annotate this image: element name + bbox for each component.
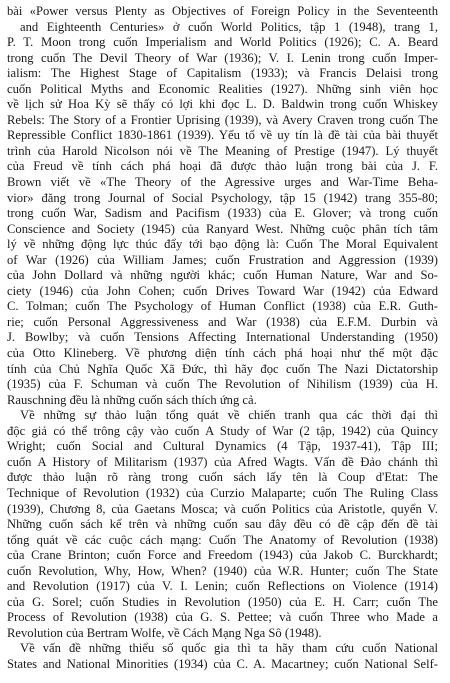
text-line: được thảo luận rõ ràng trong cuốn sách lấy tên là Coup d'Etat: The	[7, 470, 438, 485]
text-line: Technique of Revolution (1932) của Curzio Malaparte; cuốn The Ruling Class	[7, 485, 438, 500]
text-line: rie; cuốn Personal Aggressiveness and War (1938) của E.F.M. Durbin và	[7, 314, 438, 329]
text-line: Những cuốn sách kể trên và những cuốn sau đây đều có đề cập đến đề tài	[7, 517, 438, 532]
text-line: and Eighteenth Centuries» ở cuốn World Politics, tập 1 (1948), trang 1,	[20, 19, 438, 34]
text-line: cuốn Revolution, Why, How, When? (1940) của W.R. Hunter; cuốn The State	[7, 563, 438, 578]
text-line: trong cuốn The Devil Theory of War (1936); V. I. Lenin trong cuốn Imper-	[7, 50, 438, 65]
text-line: của G. Sorel; cuốn Studies in Revolution (1950) của E. H. Carr; cuốn The	[7, 594, 438, 609]
text-line: Repressible Conflict 1830-1861 (1939). Yếu tố về uy tín là đề tài của bài thuyết	[7, 128, 438, 143]
text-line: States and National Minorities (1934) của C. A. Macartney; cuốn National Self-	[7, 656, 438, 671]
text-line: Conscience and Society (1945) của Ranyard West. Những cuộc phân tích tâm	[7, 221, 438, 236]
text-line: Process of Revolution (1938) của G. S. Pettee; và cuốn Three who Made a	[7, 610, 438, 625]
text-line: cuốn Political Myths and Economic Realities (1927). Những sinh viên học	[7, 81, 438, 96]
text-line: Về những sự thảo luận tổng quát về chiến tranh qua các thời đại thì	[20, 408, 438, 423]
text-line: của Crane Brinton; cuốn Force and Freedom (1943) của Jakob C. Burckhardt;	[7, 548, 438, 563]
text-line: về lịch sử Hoa Kỳ sẽ thấy có lợi khi đọc L. D. Baldwin trong cuốn Whiskey	[7, 97, 438, 112]
text-line: Wright; cuốn Social and Cultural Dynamics (4 Tập, 1937-41), Tập III;	[7, 439, 438, 454]
text-line: ialism: The Highest Stage of Capitalism (1933); và Francis Delaisi trong	[7, 66, 438, 81]
text-line: lý về những động lực thúc đẩy tới bạo động là: Cuốn The Moral Equivalent	[7, 237, 438, 252]
text-line: tính của Chủ Nghĩa Quốc Xã Đức, thì hãy đọc cuốn The Nazi Dictatorship	[7, 361, 438, 376]
text-line: trong cuốn War, Sadism and Pacifism (1933) của E. Glover; và trong cuốn	[7, 206, 438, 221]
text-line: cuốn A History of Militarism (1937) của Afred Wagts. Vấn đề Đảo chánh thì	[7, 454, 438, 469]
text-line: Về vấn đề những thiểu số quốc gia thì ta hãy tham cứu cuốn National	[20, 641, 438, 656]
text-line: của Freud về tính cách phá hoại đã được thảo luận trong bài của J. F.	[7, 159, 438, 174]
text-line: độc giả có thể trông cậy vào cuốn A Study of War (2 tập, 1942) của Quincy	[7, 423, 438, 438]
text-line: (1935) của F. Schuman và cuốn The Revolution of Nihilism (1939) của H.	[7, 377, 438, 392]
text-line: P. T. Moon trong cuốn Imperialism and World Politics (1926); C. A. Beard	[7, 35, 438, 50]
text-line: and Revolution (1917) của V. I. Lenin; cuốn Reflections on Violence (1914)	[7, 579, 438, 594]
text-line: Rebels: The Story of a Frontier Uprising (1939), và Avery Craven trong cuốn The	[7, 112, 438, 127]
text-line: J. Bowlby; và cuốn Tensions Affecting International Understanding (1950)	[7, 330, 438, 345]
text-line: (1939), Chương 8, của Gaetans Mosca; và cuốn Politics của Aristotle, quyển V.	[7, 501, 438, 516]
text-line: ciety (1946) của John Cohen; cuốn Drives Toward War (1942) của Edward	[7, 283, 438, 298]
text-line: Rauschning đều là những cuốn sách thích ứng cả.	[7, 392, 257, 407]
text-line: Brown viết về «The Theory of the Agressive urges and War-Time Beha-	[7, 175, 438, 190]
text-line: tổng quát về các cuộc cách mạng: Cuốn The Anatomy of Revolution (1938)	[7, 532, 438, 547]
text-line: vior» đăng trong Journal of Social Psychology, tập 15 (1942) trang 355-80;	[7, 190, 438, 205]
text-line: trình của Harold Nicolson nói về The Meaning of Prestige (1947). Lý thuyết	[7, 143, 438, 158]
text-line: Revolution của Bertram Wolfe, về Cách Mạng Nga Sô (1948).	[7, 625, 322, 640]
text-line: C. Tolman; cuốn The Psychology of Human Conflict (1938) của E.R. Guth-	[7, 299, 438, 314]
text-line: của Otto Klineberg. Về phương diện tính cách phá hoại như thế một đặc	[7, 346, 438, 361]
text-line: of War (1926) của William James; cuốn Frustration and Aggression (1939)	[7, 252, 438, 267]
text-line: của John Dollard và những người khác; cuốn Human Nature, War and So-	[7, 268, 438, 283]
text-line: bài «Power versus Plenty as Objectives of Foreign Policy in the Seventeenth	[7, 4, 438, 18]
